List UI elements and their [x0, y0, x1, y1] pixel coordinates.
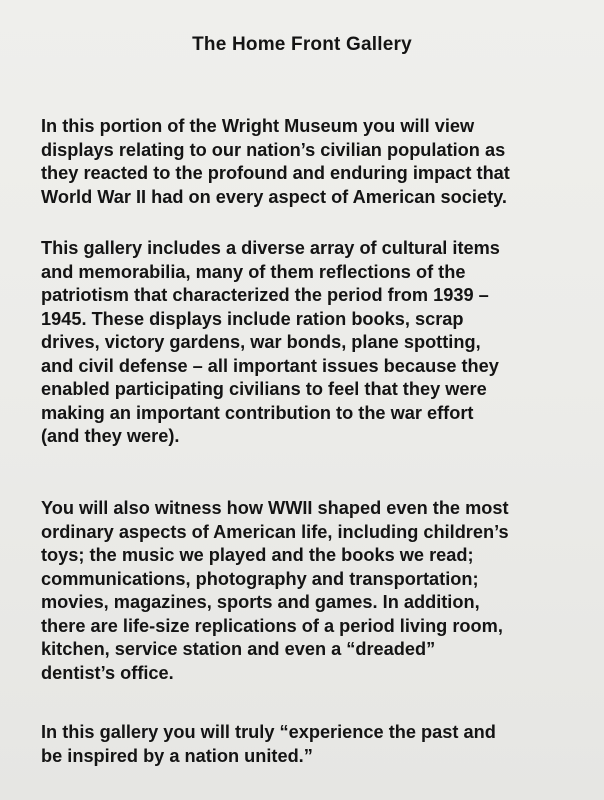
sign-title: The Home Front Gallery	[192, 34, 412, 55]
paragraph-intro: In this portion of the Wright Museum you will view displays relating to our nation’s civilian population as they reacted to the profound and enduring impact that World War II had on every aspect of American society.	[41, 116, 510, 207]
paragraph-closing: In this gallery you will truly “experience the past and be inspired by a nation united.”	[41, 722, 496, 766]
paragraph-everyday-life: You will also witness how WWII shaped even the most ordinary aspects of American life, including children’s toys; the music we played and the books we read; communications, photography and transportation; movies, magazines, sports and games. In addition, there are life-size replications of a period living room, kitchen, service station and even a “dreaded” dentist’s office.	[41, 498, 509, 683]
paragraph-collection: This gallery includes a diverse array of cultural items and memorabilia, many of them reflections of the patriotism that characterized the period from 1939 – 1945. These displays include ration books, scrap drives, victory gardens, war bonds, plane spotting, and civil defense – all important issues because they enabled participating civilians to feel that they were making an important contribution to the war effort (and they were).	[41, 238, 500, 446]
